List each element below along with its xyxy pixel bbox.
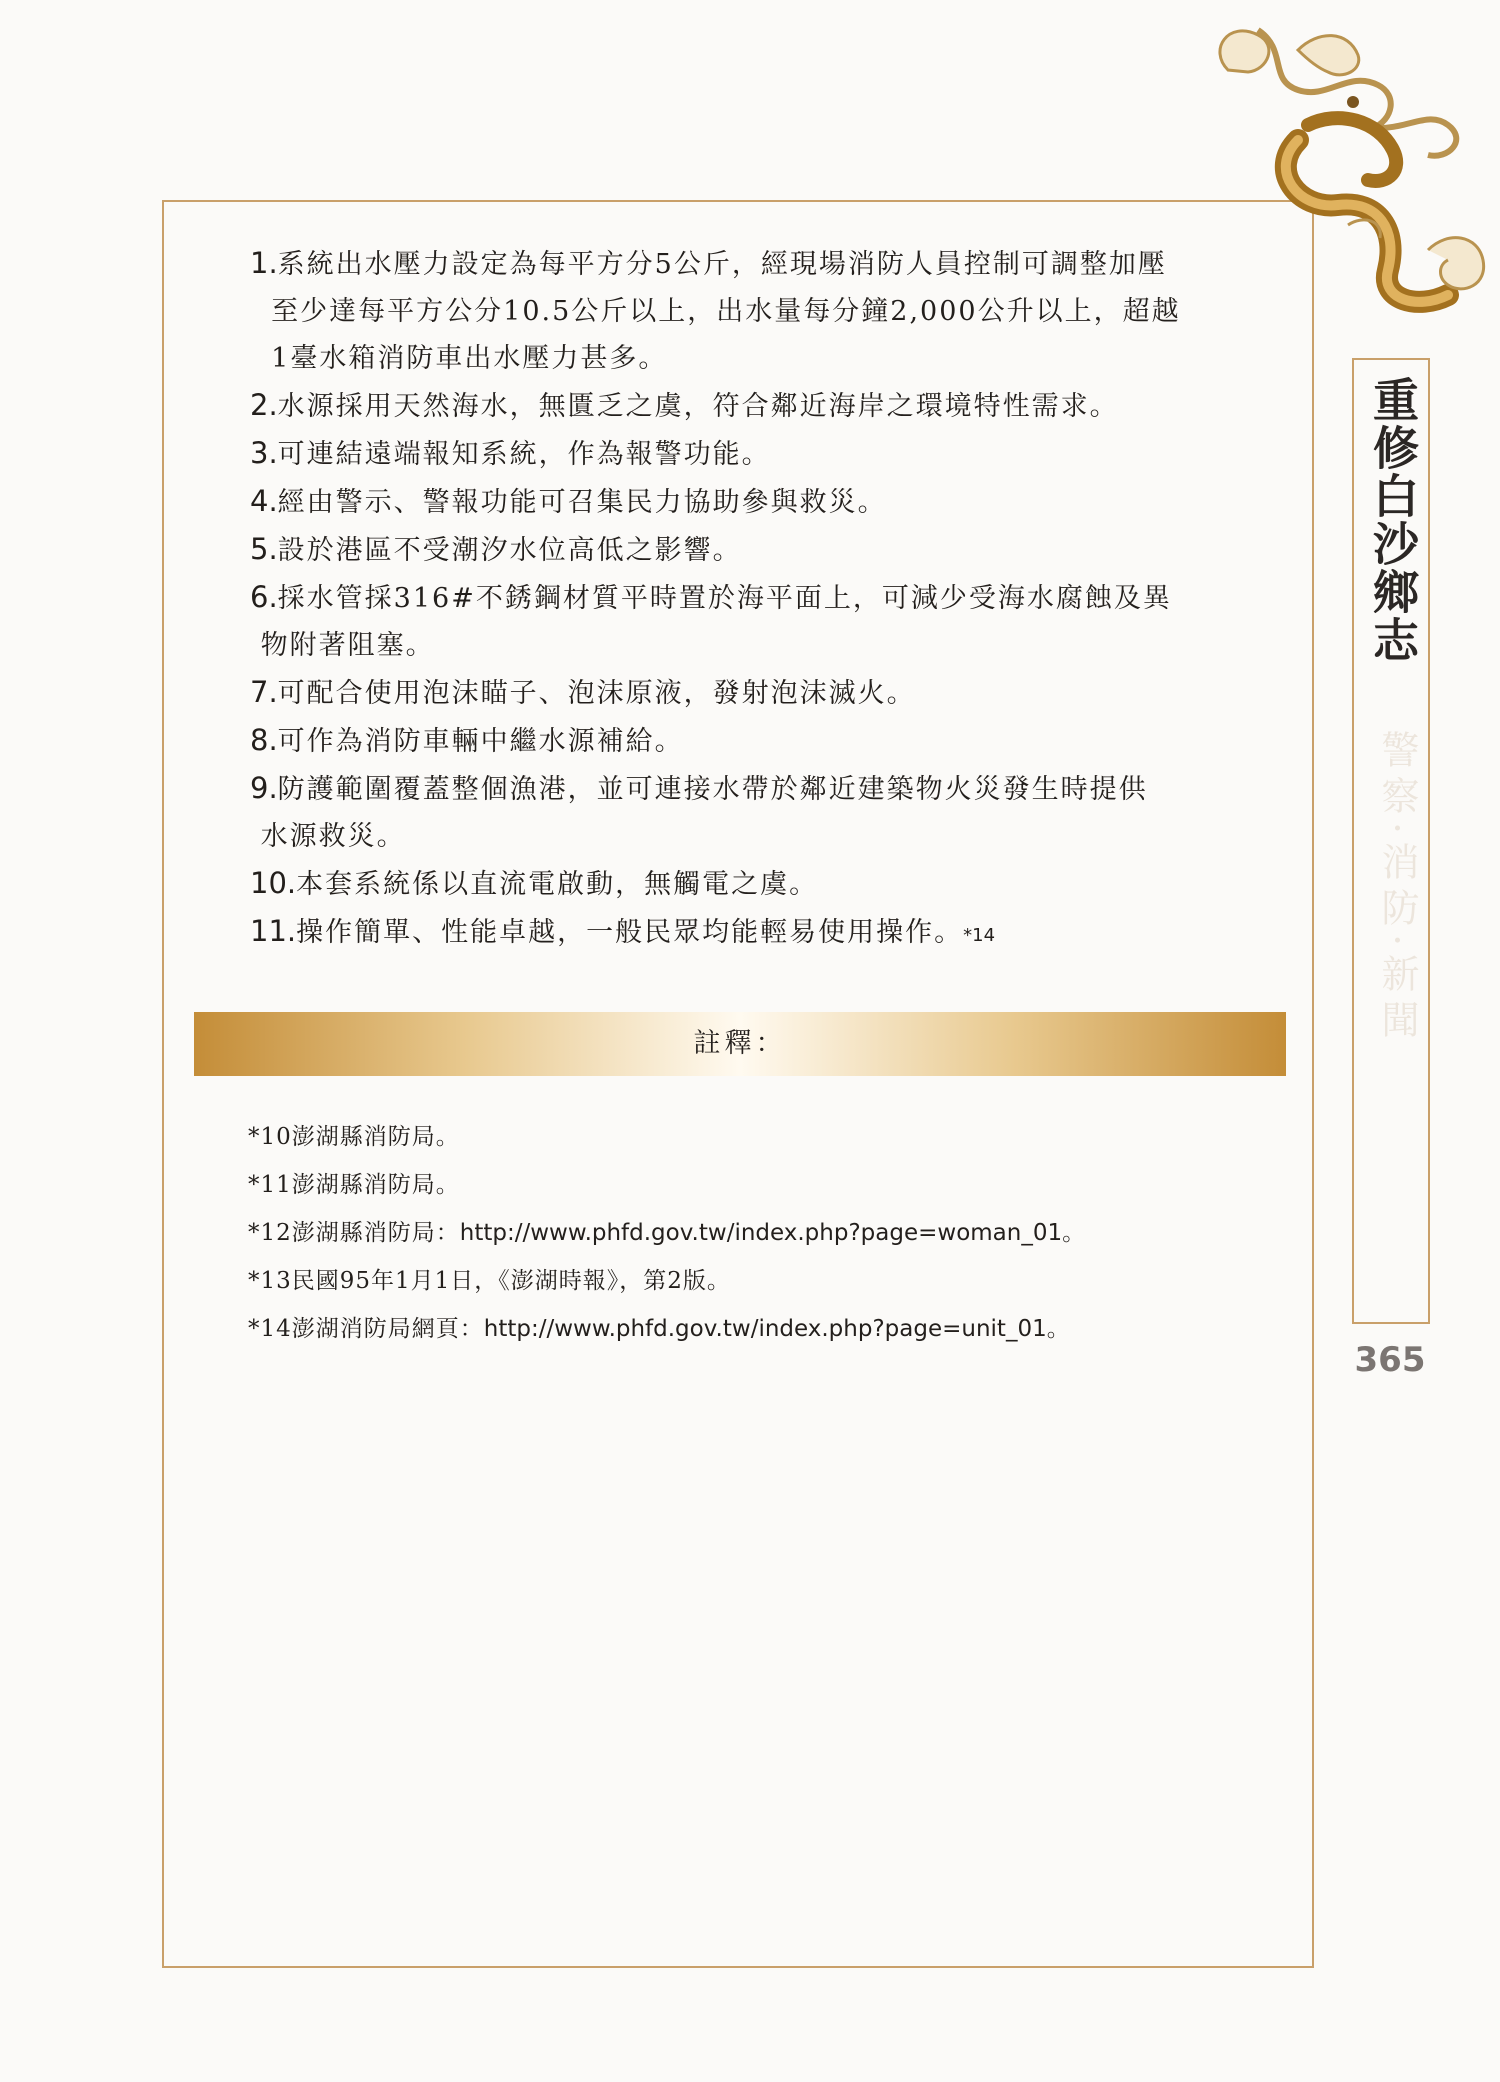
list-item-number: 5. [250,532,278,566]
list-item-text: 水源採用天然海水，無匱乏之虞，符合鄰近海岸之環境特性需求。 [277,391,1119,422]
footnote-url[interactable]: http://www.phfd.gov.tw/index.php?page=woman_01 [459,1220,1063,1246]
footnotes-list [248,1113,1288,1353]
list-item-text: 可作為消防車輛中繼水源補給。 [277,726,684,757]
chapter-faded-text: 警察·消防·新聞 [1375,730,1419,1047]
list-item-text: 至少達每平方公分10.5公斤以上，出水量每分鐘2,000公升以上，超越 [250,296,1181,327]
feature-list [250,240,1290,959]
footnote-text: *11澎湖縣消防局。 [248,1172,460,1198]
list-item-text: 操作簡單、性能卓越，一般民眾均能輕易使用操作。 [296,917,964,948]
footnote [248,1257,1288,1305]
list-item-number: 10. [250,866,297,900]
page-number: 365 [1354,1340,1426,1380]
list-item [250,574,1290,622]
list-item-number: 8. [250,723,278,757]
list-item-text: 設於港區不受潮汐水位高低之影響。 [277,535,742,566]
footnote [248,1305,1288,1353]
footnote-text: *10澎湖縣消防局。 [248,1124,460,1150]
list-item-text: 物附著阻塞。 [250,630,435,661]
list-item [250,765,1290,813]
list-item [250,382,1290,430]
list-item [250,908,1290,959]
list-item-text: 1臺水箱消防車出水壓力甚多。 [250,343,668,374]
list-item [250,669,1290,717]
footnote-text: *12澎湖縣消防局： [248,1220,460,1246]
list-item-text: 經由警示、警報功能可召集民力協助參與救災。 [277,487,887,518]
list-item-number: 9. [250,771,278,805]
list-item-text: 可配合使用泡沫瞄子、泡沫原液，發射泡沫滅火。 [277,678,916,709]
list-item-number: 7. [250,675,278,709]
notes-heading: 註釋： [693,1028,787,1059]
list-item [250,240,1290,288]
footnote [248,1113,1288,1161]
footnote-text: *13民國95年1月1日，《澎湖時報》，第2版。 [248,1268,731,1294]
notes-header-bar [194,1012,1286,1076]
list-item-text: 採水管採316#不銹鋼材質平時置於海平面上，可減少受海水腐蝕及異 [277,583,1172,614]
list-item-number: 1. [250,246,278,280]
list-item-text: 系統出水壓力設定為每平方分5公斤，經現場消防人員控制可調整加壓 [277,249,1167,280]
list-item [250,526,1290,574]
footnote-tail: 。 [1062,1220,1087,1246]
list-item-text: 可連結遠端報知系統，作為報警功能。 [277,439,771,470]
footnote-url[interactable]: http://www.phfd.gov.tw/index.php?page=unit_01 [483,1316,1047,1342]
list-item-number: 4. [250,484,278,518]
list-item-text: 本套系統係以直流電啟動，無觸電之虞。 [296,869,819,900]
footnote [248,1161,1288,1209]
book-title: 重修白沙鄉志 [1366,376,1420,664]
list-item [250,430,1290,478]
list-item [250,860,1290,908]
footnote-tail: 。 [1046,1316,1071,1342]
list-item [250,717,1290,765]
list-item-number: 2. [250,388,278,422]
footnote [248,1209,1288,1257]
list-item-text: 防護範圍覆蓋整個漁港，並可連接水帶於鄰近建築物火災發生時提供 [277,774,1148,805]
list-item-number: 11. [250,914,297,948]
list-item-continuation [250,335,1290,382]
footnote-text: *14澎湖消防局網頁： [248,1316,484,1342]
list-item-continuation [250,288,1290,335]
footnote-reference: *14 [963,925,996,946]
list-item [250,478,1290,526]
list-item-continuation [250,813,1290,860]
list-item-number: 3. [250,436,278,470]
list-item-number: 6. [250,580,278,614]
list-item-text: 水源救災。 [250,821,406,852]
list-item-continuation [250,622,1290,669]
